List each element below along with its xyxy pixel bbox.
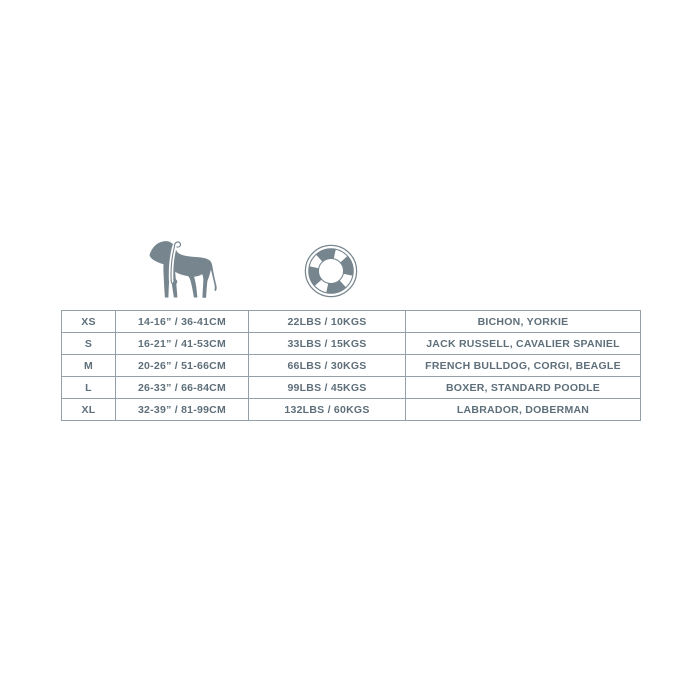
cell-breeds: JACK RUSSELL, CAVALIER SPANIEL [406,333,641,355]
cell-weight: 66LBS / 30KGS [249,355,406,377]
cell-weight: 22LBS / 10KGS [249,311,406,333]
cell-girth: 14-16” / 36-41CM [116,311,249,333]
cell-size: M [62,355,116,377]
dog-girth-measure-icon [143,231,225,301]
dog-girth-measure-svg [143,231,225,301]
cell-girth: 16-21” / 41-53CM [116,333,249,355]
life-ring-svg [302,240,360,302]
cell-girth: 20-26” / 51-66CM [116,355,249,377]
cell-breeds: BOXER, STANDARD POODLE [406,377,641,399]
size-table-body [62,311,641,421]
cell-size: XS [62,311,116,333]
cell-size: XL [62,399,116,421]
life-ring-icon [302,240,360,302]
table-row [62,355,641,377]
table-row [62,333,641,355]
cell-breeds: LABRADOR, DOBERMAN [406,399,641,421]
table-row [62,399,641,421]
cell-size: L [62,377,116,399]
cell-girth: 32-39” / 81-99CM [116,399,249,421]
cell-weight: 99LBS / 45KGS [249,377,406,399]
cell-girth: 26-33” / 66-84CM [116,377,249,399]
size-chart-table [61,310,641,421]
cell-weight: 33LBS / 15KGS [249,333,406,355]
table-row [62,377,641,399]
cell-breeds: FRENCH BULLDOG, CORGI, BEAGLE [406,355,641,377]
cell-weight: 132LBS / 60KGS [249,399,406,421]
cell-size: S [62,333,116,355]
cell-breeds: BICHON, YORKIE [406,311,641,333]
table-row [62,311,641,333]
